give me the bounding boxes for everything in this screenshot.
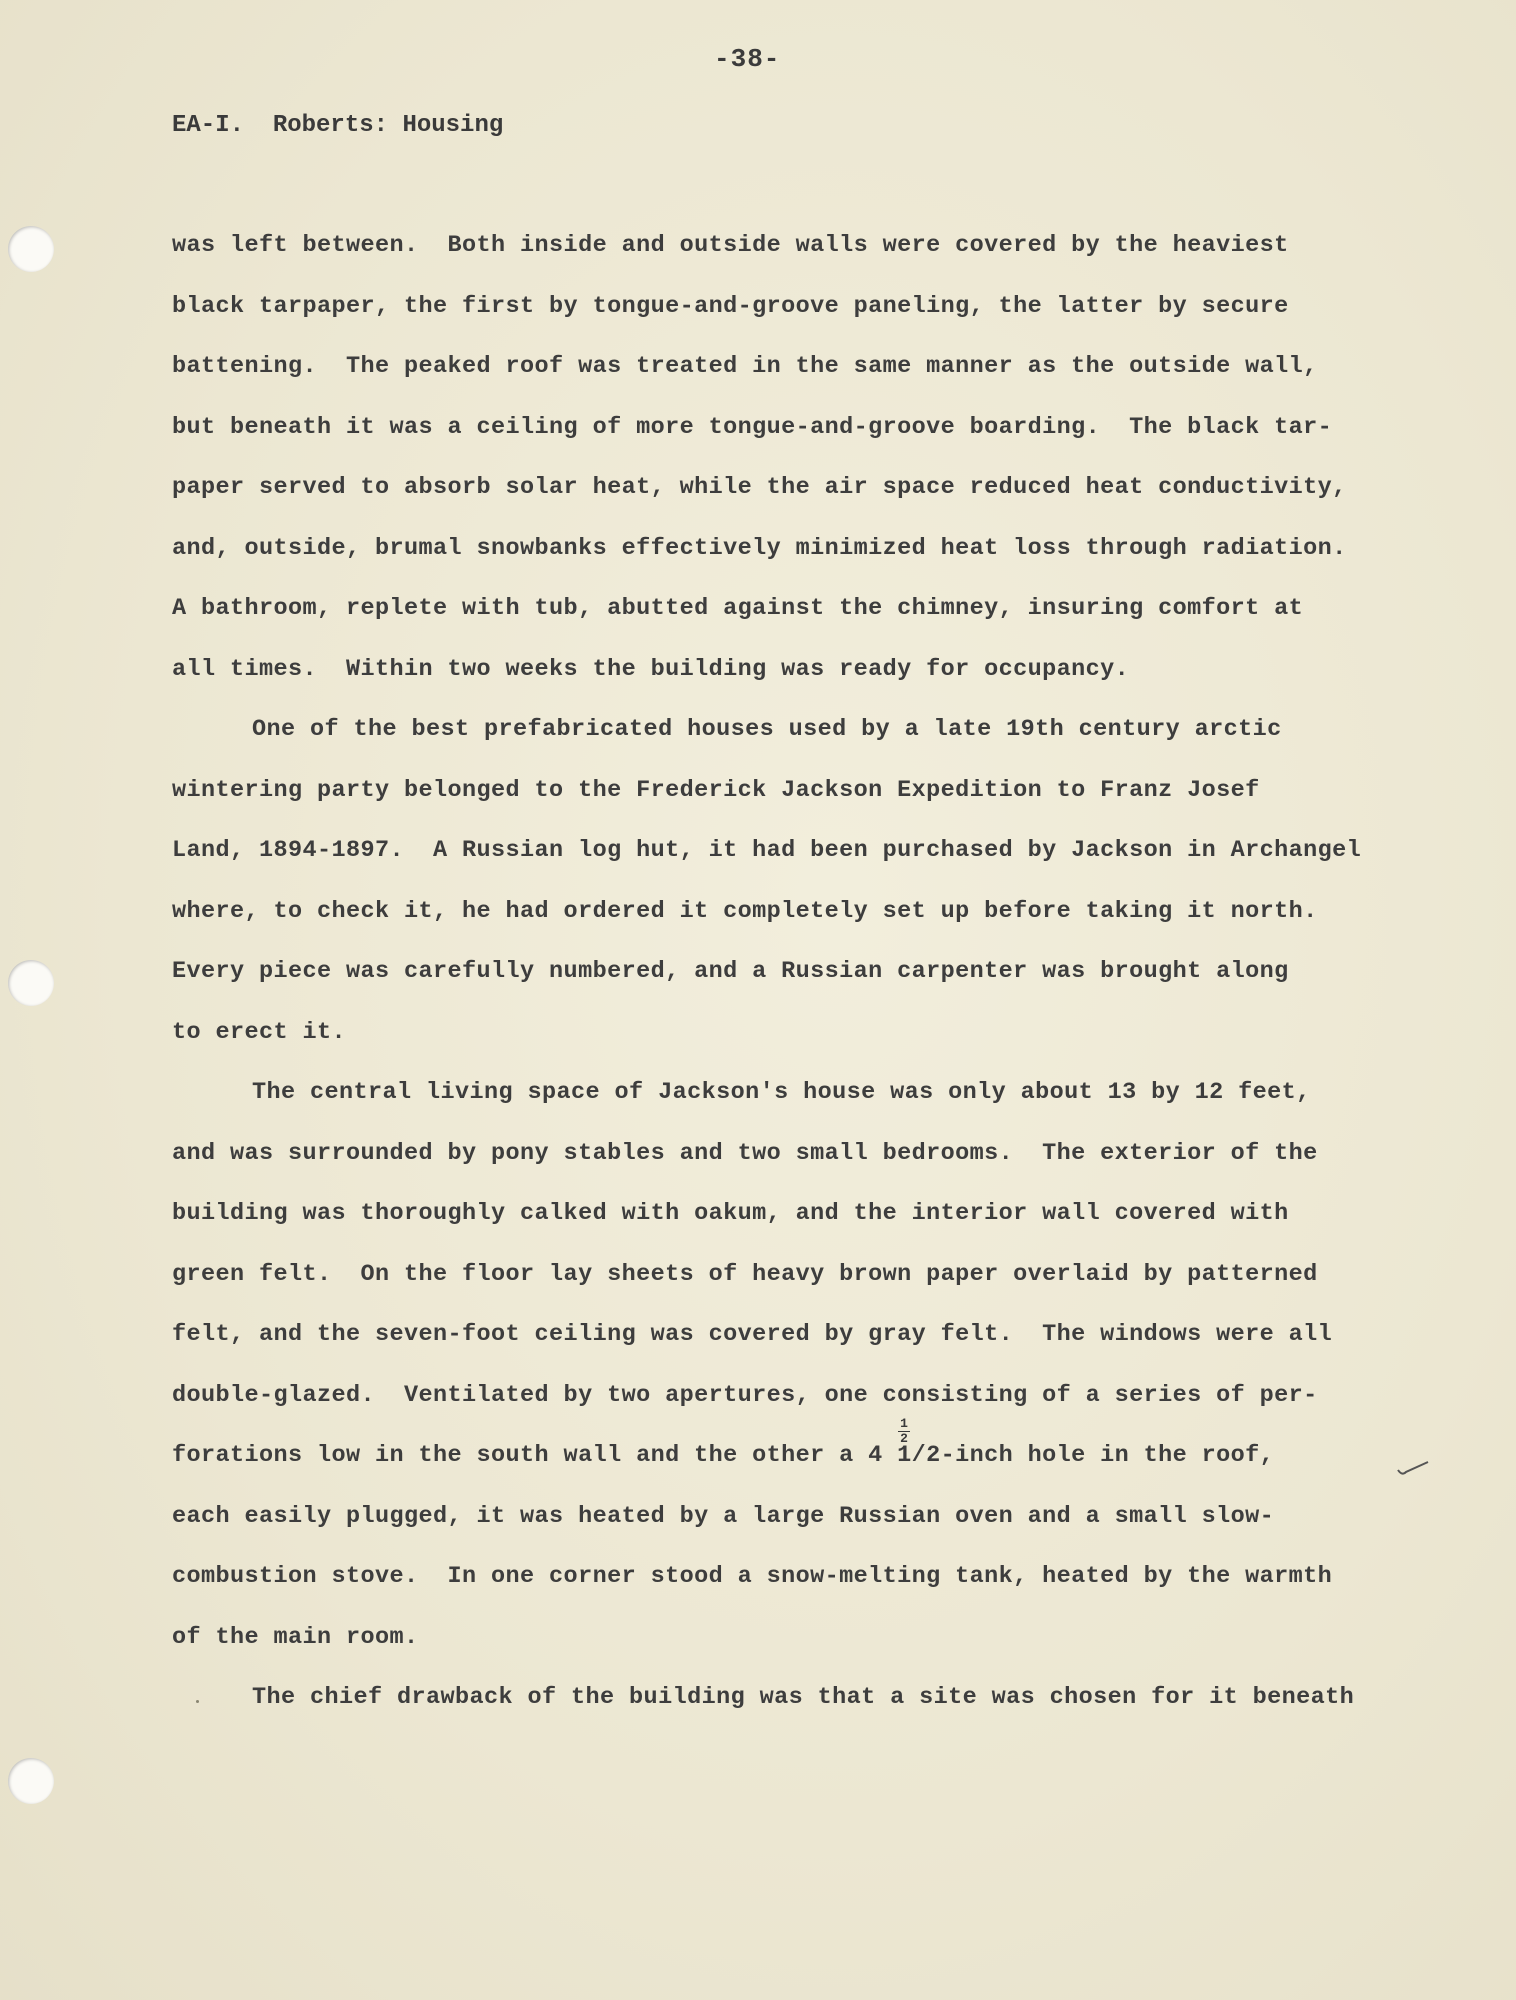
text-line: One of the best prefabricated houses used by a late 19th century arctic [252,716,1282,743]
text-line: was left between. Both inside and outside walls were covered by the heaviest [172,232,1289,259]
text-line: wintering party belonged to the Frederick Jackson Expedition to Franz Josef [172,776,1260,804]
text-line: each easily plugged, it was heated by a large Russian oven and a small slow- [172,1502,1275,1530]
text-line: to erect it. [172,1018,347,1046]
text-line: felt, and the seven-foot ceiling was covered by gray felt. The windows were all [172,1321,1333,1348]
binder-hole-top [8,226,54,272]
text-line: building was thoroughly calked with oakum, and the interior wall covered with [172,1200,1289,1227]
text-line: and, outside, brumal snowbanks effectively minimized heat loss through radiation. [172,534,1347,562]
text-line: and was surrounded by pony stables and two small bedrooms. The exterior of the [172,1139,1318,1167]
text-line: Every piece was carefully numbered, and a Russian carpenter was brought along [172,958,1289,985]
page-number: -38- [714,44,781,74]
margin-check-mark [1396,1452,1432,1482]
body-text [172,226,1442,1739]
text-line: battening. The peaked roof was treated in the same manner as the outside wall, [172,353,1318,380]
text-line: The chief drawback of the building was that a site was chosen for it beneath [252,1684,1355,1711]
text-line: all times. Within two weeks the building was ready for occupancy. [172,655,1130,683]
text-line: forations low in the south wall and the other a 4 1/2-inch hole in the roof, [172,1442,1275,1469]
text-line: black tarpaper, the first by tongue-and-groove paneling, the latter by secure [172,292,1289,320]
text-line: where, to check it, he had ordered it completely set up before taking it north. [172,897,1318,925]
paper-speck [196,1700,199,1703]
text-line: double-glazed. Ventilated by two apertures, one consisting of a series of per- [172,1381,1318,1409]
text-line: The central living space of Jackson's house was only about 13 by 12 feet, [252,1079,1311,1106]
text-line: Land, 1894-1897. A Russian log hut, it had been purchased by Jackson in Archangel [172,837,1362,864]
text-line: A bathroom, replete with tub, abutted against the chimney, insuring comfort at [172,595,1304,622]
text-line: paper served to absorb solar heat, while the air space reduced heat conductivity, [172,474,1347,501]
running-head: EA-I. Roberts: Housing [172,112,504,139]
text-line: green felt. On the floor lay sheets of heavy brown paper overlaid by patterned [172,1260,1318,1288]
binder-hole-middle [8,960,54,1006]
fraction-denominator: 2 [900,1431,908,1446]
text-line: but beneath it was a ceiling of more tongue-and-groove boarding. The black tar- [172,413,1333,441]
text-line: of the main room. [172,1623,419,1651]
text-line: combustion stove. In one corner stood a snow-melting tank, heated by the warmth [172,1563,1333,1590]
binder-hole-bottom [8,1758,54,1804]
fraction-numerator: 1 [900,1416,908,1431]
